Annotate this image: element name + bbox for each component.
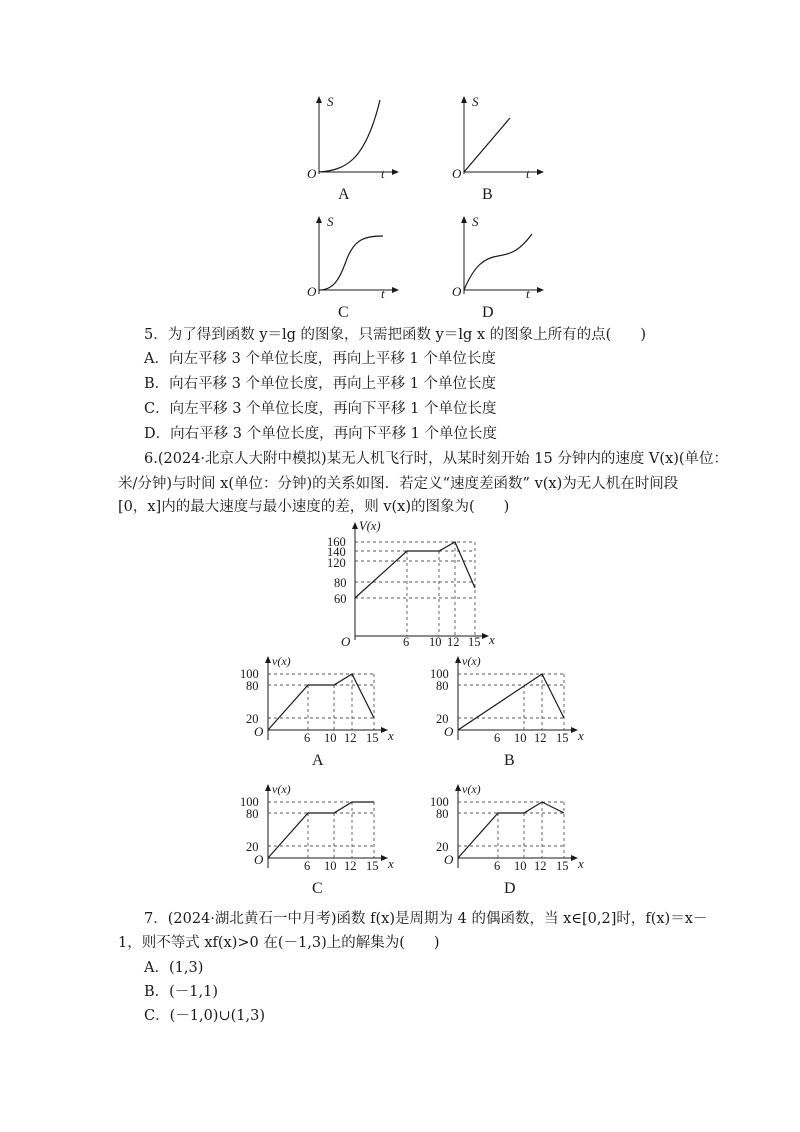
q5-stem: 5．为了得到函数 y＝lg 的图象，只需把函数 y＝lg x 的图象上所有的点( ) [144,327,646,343]
y-tick-20: 20 [436,712,449,726]
graph-b-label: B [482,186,493,203]
x-tick-12: 12 [344,731,357,745]
y-tick-100: 100 [430,795,449,809]
x-tick-6: 6 [304,859,311,873]
x-axis-label: x [578,856,584,871]
option-graph-b [428,654,588,746]
x-tick-10: 10 [514,731,527,745]
y-axis-label: V(x) [359,519,381,533]
q5-option-b[interactable]: B．向右平移 3 个单位长度，再向上平移 1 个单位长度 [144,376,497,392]
y-tick-80: 80 [246,679,259,693]
q7-option-b[interactable]: B．(－1,1) [144,984,219,1000]
origin-label: O [444,852,454,867]
x-tick-6: 6 [494,731,501,745]
y-tick-60: 60 [334,592,347,606]
origin-label: O [444,724,454,739]
y-tick-20: 20 [246,840,259,854]
q7-line-2: 1，则不等式 xf(x)>0 在(－1,3)上的解集为( ) [118,935,440,951]
y-tick-140: 140 [327,545,346,559]
x-tick-12: 12 [534,731,547,745]
x-axis-label: x [388,728,394,743]
x-tick-12: 12 [534,859,547,873]
axis-label-t: t [526,166,530,181]
q7-option-a[interactable]: A．(1,3) [144,960,204,976]
x-tick-15: 15 [366,731,379,745]
option-a-label[interactable]: A [312,752,324,769]
x-tick-15: 15 [468,635,481,649]
y-tick-100: 100 [240,795,259,809]
option-b-label[interactable]: B [504,752,515,769]
graph-d [440,212,550,300]
x-tick-10: 10 [514,859,527,873]
y-tick-80: 80 [246,807,259,821]
option-graph-d [428,782,588,874]
q7-option-c[interactable]: C．(－1,0)∪(1,3) [144,1008,265,1024]
option-graph-a [238,654,398,746]
origin-label: O [307,166,317,181]
q5-option-a[interactable]: A．向左平移 3 个单位长度，再向上平移 1 个单位长度 [144,351,496,367]
origin-label: O [452,166,462,181]
x-axis-label: x [388,856,394,871]
graph-c-label: C [338,304,349,321]
y-axis-label: v(x) [462,654,481,668]
x-tick-12: 12 [344,859,357,873]
axis-label-t: t [526,286,530,301]
origin-label: O [254,724,264,739]
axis-label-s: S [472,214,479,229]
x-axis-label: x [578,728,584,743]
axis-label-t: t [381,166,385,181]
y-tick-80: 80 [334,576,347,590]
x-tick-10: 10 [324,731,337,745]
y-tick-20: 20 [246,712,259,726]
y-tick-80: 80 [436,679,449,693]
y-tick-20: 20 [436,840,449,854]
x-tick-6: 6 [304,731,311,745]
graph-b [440,92,550,180]
y-axis-label: v(x) [272,782,291,796]
x-axis-label: x [489,632,495,647]
y-tick-100: 100 [430,667,449,681]
x-tick-6: 6 [403,635,410,649]
origin-label: O [254,852,264,867]
x-tick-15: 15 [556,731,569,745]
origin-label: O [452,284,462,299]
x-tick-6: 6 [494,859,501,873]
axis-label-s: S [327,94,334,109]
q6-line-1: 6.(2024·北京人大附中模拟)某无人机飞行时，从某时刻开始 15 分钟内的速度 V(x)(单位： [144,451,729,467]
graph-a-label: A [338,186,350,203]
y-tick-120: 120 [327,556,346,570]
q7-line-1: 7．(2024·湖北黄石一中月考)函数 f(x)是周期为 4 的偶函数，当 x∈[0,2]时，f(x)＝x－ [144,911,708,927]
x-tick-15: 15 [556,859,569,873]
q6-line-2: 米/分钟)与时间 x(单位：分钟)的关系如图．若定义“速度差函数” v(x)为无人机在时间段 [118,476,679,492]
q6-line-3: [0，x]内的最大速度与最小速度的差，则 v(x)的图象为( ) [118,499,510,515]
graph-c [295,212,405,300]
q5-option-d[interactable]: D．向右平移 3 个单位长度，再向下平移 1 个单位长度 [144,426,498,442]
origin-label: O [341,634,351,649]
x-tick-10: 10 [324,859,337,873]
graph-a [295,92,405,180]
x-tick-15: 15 [366,859,379,873]
y-tick-80: 80 [436,807,449,821]
q5-option-c[interactable]: C．向左平移 3 个单位长度，再向下平移 1 个单位长度 [144,401,497,417]
option-graph-c [238,782,398,874]
axis-label-t: t [381,286,385,301]
graph-d-label: D [482,304,494,321]
option-d-label[interactable]: D [504,880,516,897]
x-tick-10: 10 [429,635,442,649]
axis-label-s: S [327,214,334,229]
origin-label: O [307,284,317,299]
axis-label-s: S [472,94,479,109]
option-c-label[interactable]: C [312,880,323,897]
y-tick-160: 160 [327,535,346,549]
x-tick-12: 12 [447,635,460,649]
y-tick-100: 100 [240,667,259,681]
y-axis-label: v(x) [462,782,481,796]
y-axis-label: v(x) [272,654,291,668]
velocity-graph [325,518,505,648]
